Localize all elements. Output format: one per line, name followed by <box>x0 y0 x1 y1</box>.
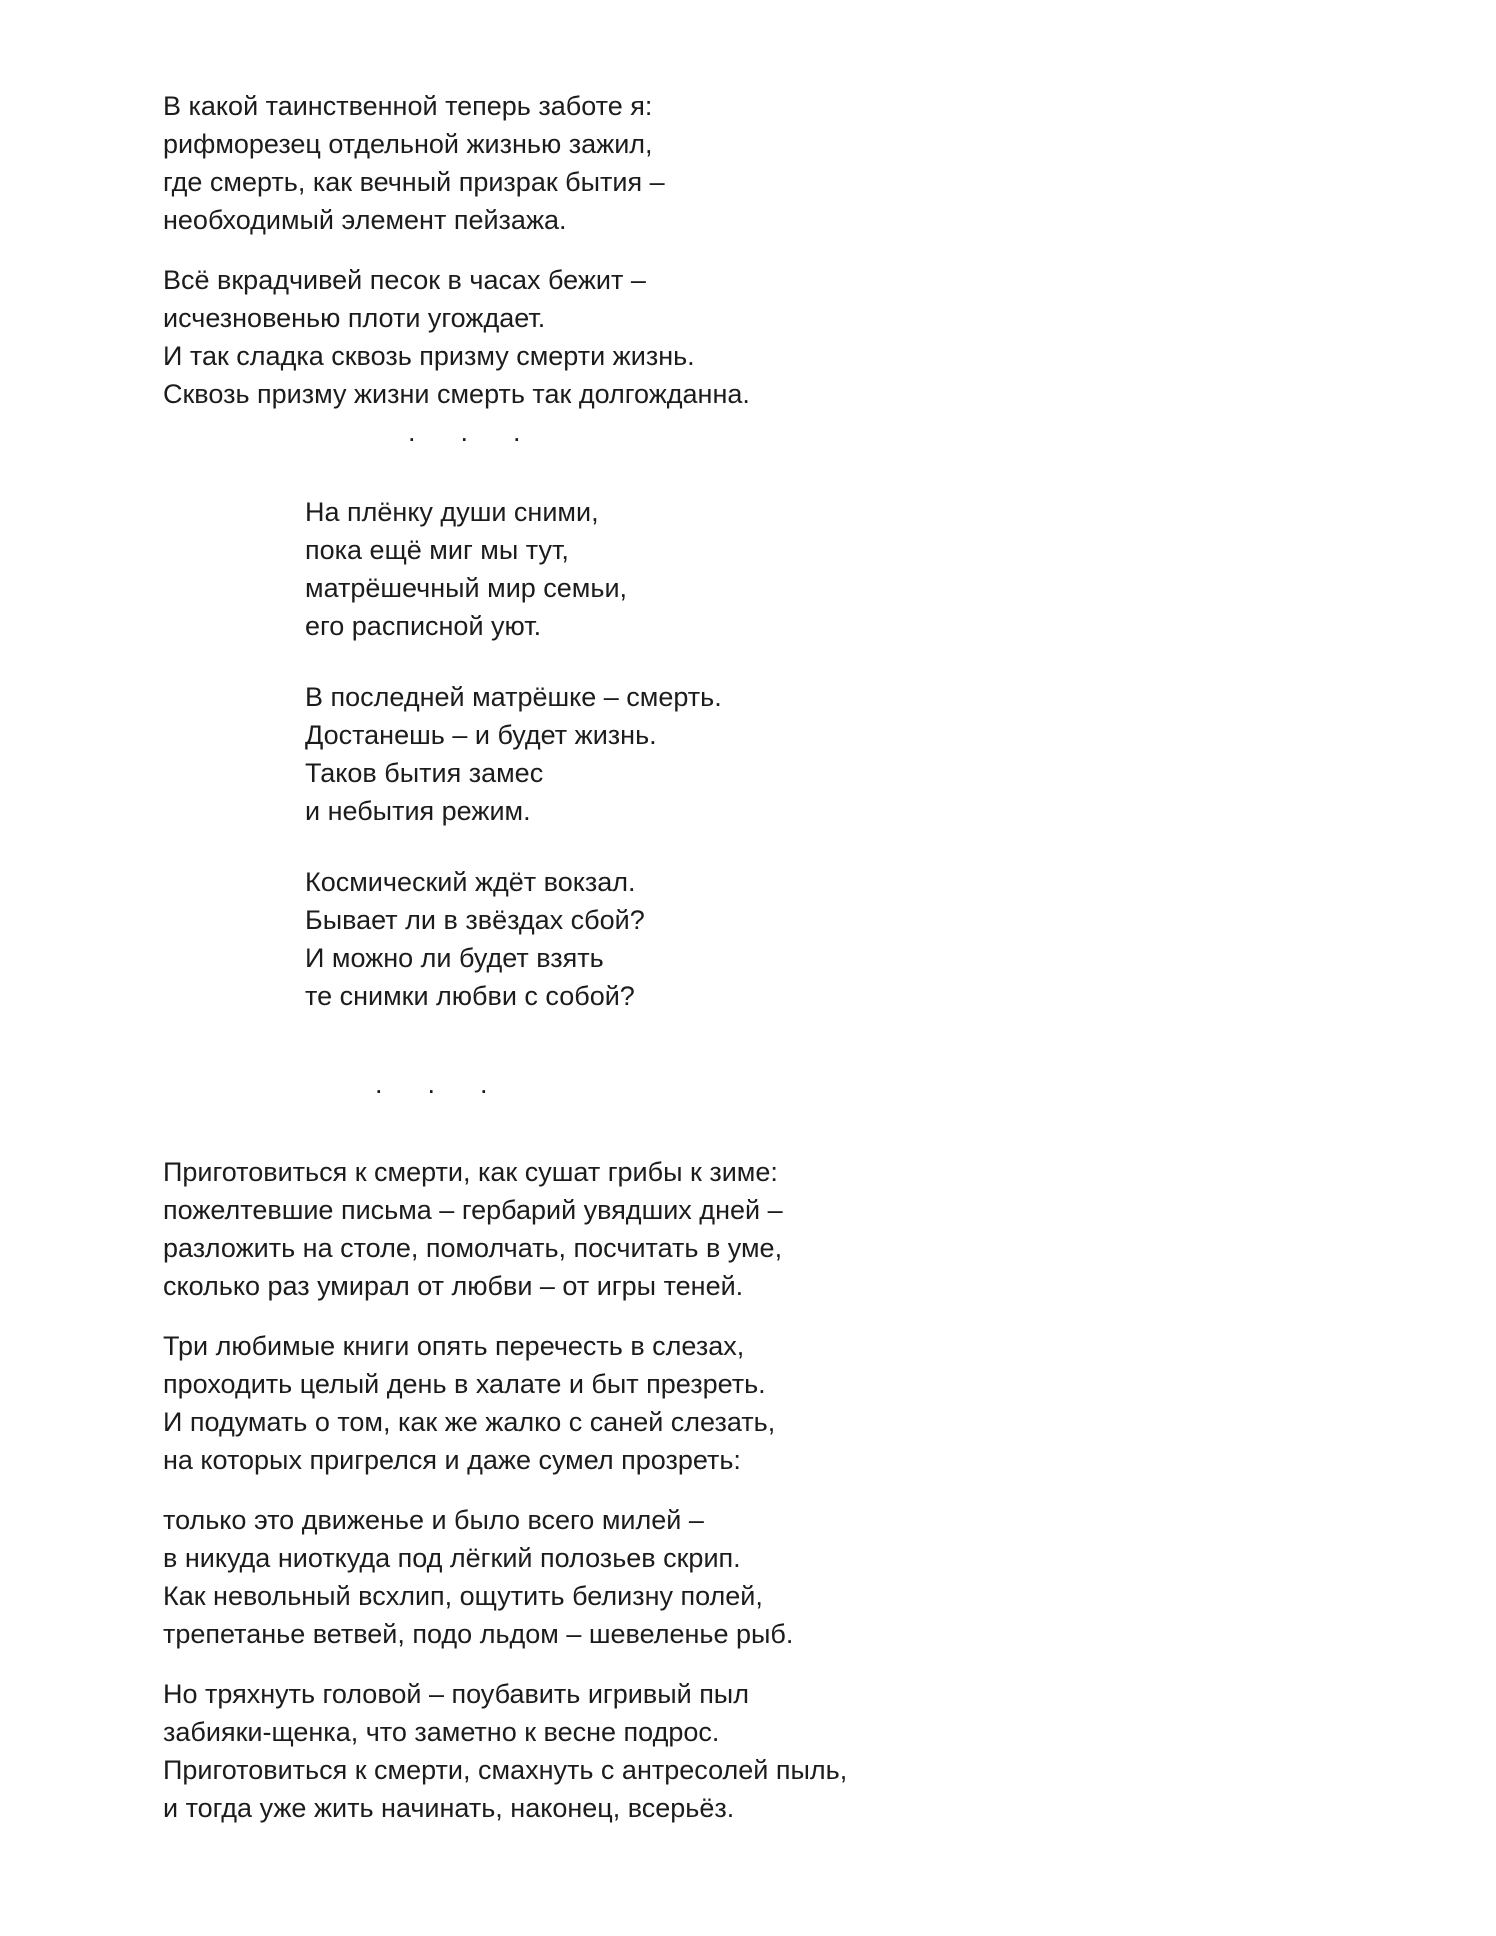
poem-line: сколько раз умирал от любви – от игры теней. <box>163 1271 744 1301</box>
stanza-8 <box>163 1501 1436 1653</box>
stanza-4 <box>305 678 1436 830</box>
stanza-5 <box>305 863 1436 1015</box>
stanza-separator: . . . <box>408 417 521 447</box>
poem-line: на которых пригрелся и даже сумел прозреть: <box>163 1445 741 1475</box>
poem-line: Приготовиться к смерти, смахнуть с антресолей пыль, <box>163 1755 848 1785</box>
poem-line: необходимый элемент пейзажа. <box>163 205 567 235</box>
stanza-1 <box>163 87 1436 239</box>
poem-line: Три любимые книги опять перечесть в слезах, <box>163 1331 745 1361</box>
stanza-separator: . . . <box>375 1069 488 1099</box>
poem-line: И так сладка сквозь призму смерти жизнь. <box>163 341 695 371</box>
poem-line: и тогда уже жить начинать, наконец, всерьёз. <box>163 1793 735 1823</box>
poem-line: те снимки любви с собой? <box>305 981 635 1011</box>
poem-line: трепетанье ветвей, подо льдом – шевеленье рыб. <box>163 1619 794 1649</box>
poem-line: Но тряхнуть головой – поубавить игривый пыл <box>163 1679 749 1709</box>
poem-line: На плёнку души сними, <box>305 497 599 527</box>
poem-line: забияки-щенка, что заметно к весне подрос. <box>163 1717 720 1747</box>
poem-line: пожелтевшие письма – гербарий увядших дней – <box>163 1195 783 1225</box>
stanza-3 <box>305 493 1436 645</box>
stanza-2 <box>163 261 1436 413</box>
poem-line: В какой таинственной теперь заботе я: <box>163 91 653 121</box>
poem-line: Всё вкрадчивей песок в часах бежит – <box>163 265 646 295</box>
poem-line: Сквозь призму жизни смерть так долгожданна. <box>163 379 750 409</box>
poem-line: исчезновенью плоти угождает. <box>163 303 546 333</box>
poem-line: Бывает ли в звёздах сбой? <box>305 905 645 935</box>
poem-line: разложить на столе, помолчать, посчитать в уме, <box>163 1233 783 1263</box>
poem-line: В последней матрёшке – смерть. <box>305 682 722 712</box>
poem-line: пока ещё миг мы тут, <box>305 535 569 565</box>
poem-line: И можно ли будет взять <box>305 943 604 973</box>
stanza-9 <box>163 1675 1436 1827</box>
poem-line: рифморезец отдельной жизнью зажил, <box>163 129 653 159</box>
poem-line: Космический ждёт вокзал. <box>305 867 636 897</box>
poem-line: и небытия режим. <box>305 796 531 826</box>
poem-line: его расписной уют. <box>305 611 542 641</box>
poem-line: в никуда ниоткуда под лёгкий полозьев скрип. <box>163 1543 741 1573</box>
stanza-7 <box>163 1327 1436 1479</box>
poem-text <box>163 87 1436 1827</box>
poem-line: Достанешь – и будет жизнь. <box>305 720 657 750</box>
poem-line: Как невольный всхлип, ощутить белизну полей, <box>163 1581 763 1611</box>
poem-line: только это движенье и было всего милей – <box>163 1505 704 1535</box>
poem-line: Приготовиться к смерти, как сушат грибы к зиме: <box>163 1157 778 1187</box>
stanza-6 <box>163 1153 1436 1305</box>
poem-line: И подумать о том, как же жалко с саней слезать, <box>163 1407 776 1437</box>
poem-line: где смерть, как вечный призрак бытия – <box>163 167 665 197</box>
poem-line: проходить целый день в халате и быт презреть. <box>163 1369 766 1399</box>
poem-line: Таков бытия замес <box>305 758 544 788</box>
poem-line: матрёшечный мир семьи, <box>305 573 628 603</box>
